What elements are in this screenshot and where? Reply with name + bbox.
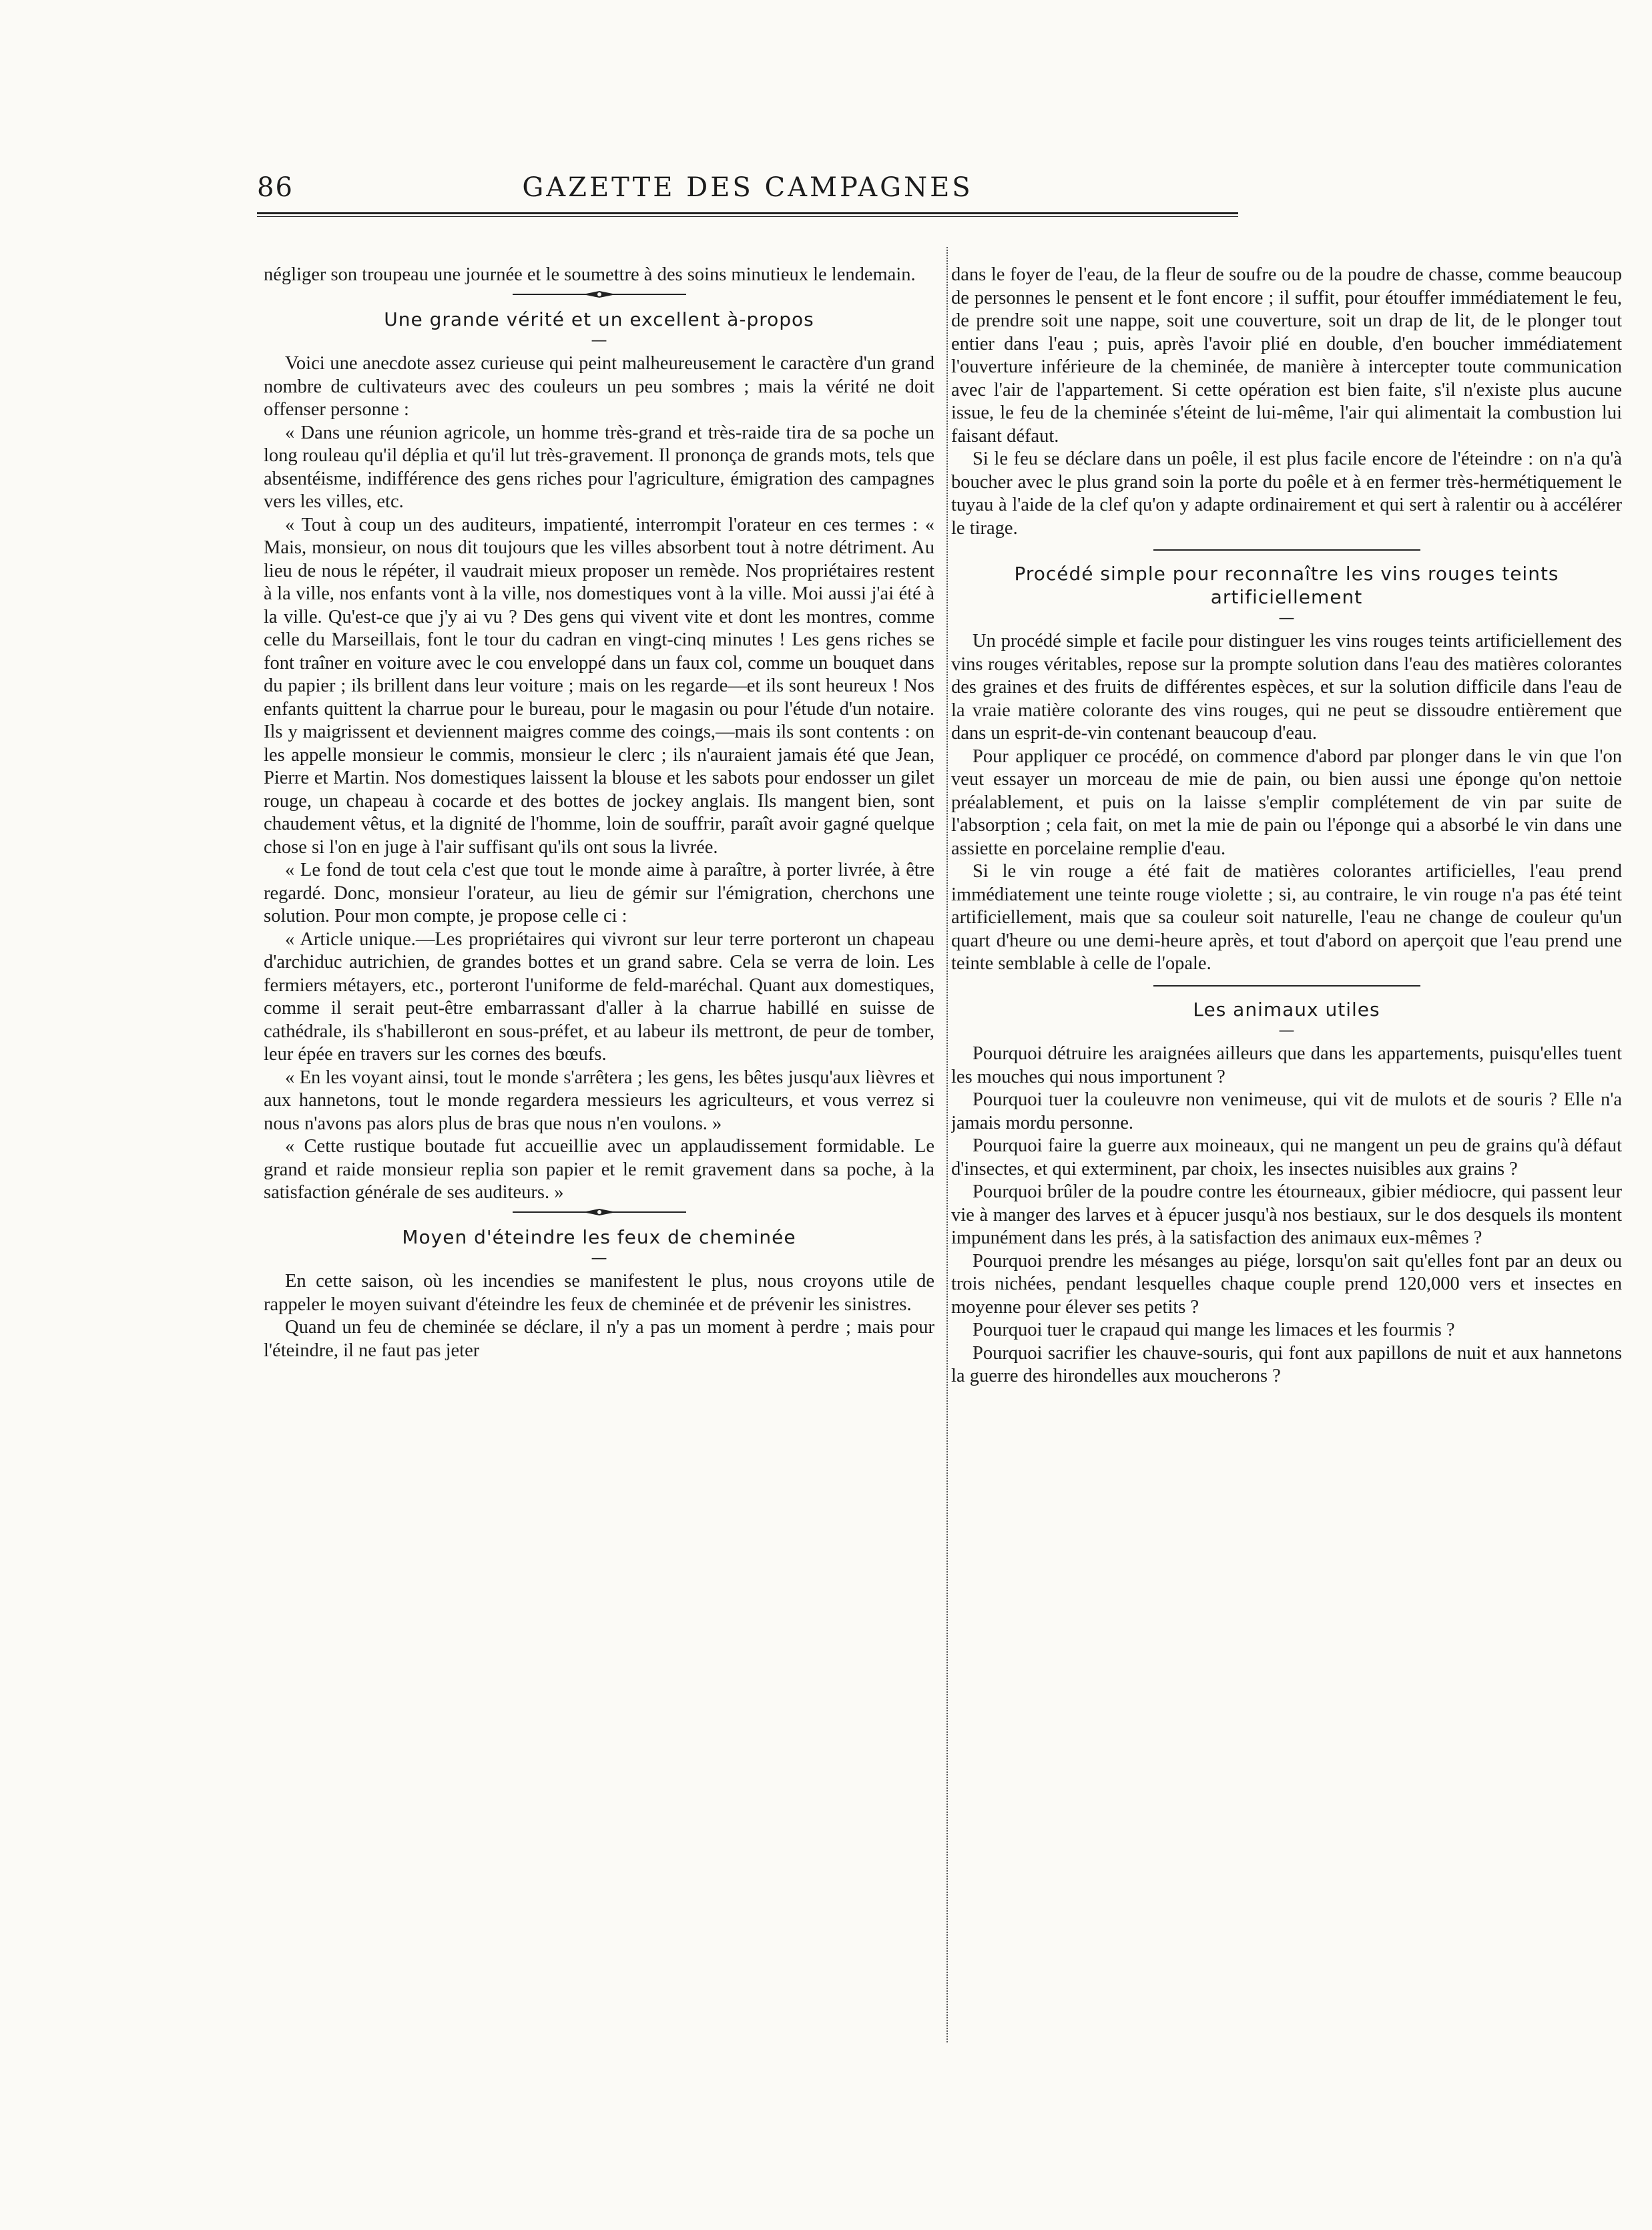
article-paragraph: Pourquoi prendre les mésanges au piége, lorsqu'on sait qu'elles font par an deux ou trois nichées, pendant lesquelles chaque couple prend 120,000 vers et insectes en moyenne pour élever ses petits ? xyxy=(951,1250,1622,1318)
column-divider xyxy=(946,247,948,2042)
article-title-feux-de-cheminee: Moyen d'éteindre les feux de cheminée xyxy=(402,1225,796,1248)
title-dash: — xyxy=(1278,608,1295,627)
article-paragraph: Pourquoi tuer la couleuvre non venimeuse, qui vit de mulots et de souris ? Elle n'a jamais mordu personne. xyxy=(951,1089,1622,1133)
section-rule xyxy=(1153,985,1420,987)
article-title-grande-verite: Une grande vérité et un excellent à-propos xyxy=(384,308,814,330)
article-paragraph: Un procédé simple et facile pour distinguer les vins rouges teints artificiellement des vins rouges véritables, repose sur la prompte solution dans l'eau des matières colorantes des graines et des fruits de différentes espèces, et sur la solution difficile dans l'eau de la vraie matière colorante des vins rouges, qui ne peut se dissoudre entièrement que dans un esprit-de-vin contenant beaucoup d'eau. xyxy=(951,631,1622,744)
article-paragraph: « Dans une réunion agricole, un homme très-grand et très-raide tira de sa poche un long rouleau qu'il déplia et qu'il lut très-gravement. Il prononça de grands mots, tels que absentéisme, indifférence des gens riches pour l'agriculture, émigration des campagnes vers les villes, etc. xyxy=(264,422,934,512)
section-rule xyxy=(1153,549,1420,551)
title-dash: — xyxy=(591,330,607,349)
article-paragraph: « Article unique.—Les propriétaires qui vivront sur leur terre porteront un chapeau d'archiduc autrichien, de grandes bottes et un grand sabre. Cela se verra de loin. Les fermiers métayers, etc., porteront l'uniforme de feld-maréchal. Quant aux domestiques, comme il serait peut-être embarrassant d'aller à la charrue habillé en suisse de cathédrale, ils s'habilleront en sous-préfet, et au labeur ils mettront, de peur de tomber, leur épée en travers sur les cornes des bœufs. xyxy=(264,928,934,1065)
right-column xyxy=(951,264,1622,2039)
article-paragraph: Pourquoi sacrifier les chauve-souris, qui font aux papillons de nuit et aux hannetons la guerre des hirondelles aux moucherons ? xyxy=(951,1342,1622,1386)
article-paragraph: Pourquoi détruire les araignées ailleurs que dans les appartements, puisqu'elles tuent les mouches qui nous importunent ? xyxy=(951,1043,1622,1087)
continuation-paragraph: dans le foyer de l'eau, de la fleur de soufre ou de la poudre de chasse, comme beaucoup de personnes le pensent et le font encore ; il suffit, pour étouffer immédiatement le feu, de prendre soit une nappe, soit une couverture, soit un drap de lit, de le plonger tout entier dans l'eau ; puis, après l'avoir plié en double, d'en boucher immédiatement l'ouverture inférieure de la cheminée, de manière à intercepter toute communication avec l'air de l'appartement. Si cette opération est bien faite, s'il n'existe plus aucune issue, le feu de la cheminée s'éteint de lui-même, l'air qui alimentait la combustion lui faisant défaut. xyxy=(951,264,1622,447)
article-paragraph: En cette saison, où les incendies se manifestent le plus, nous croyons utile de rappeler le moyen suivant d'éteindre les feux de cheminée et de prévenir les sinistres. xyxy=(264,1271,934,1315)
article-paragraph: Voici une anecdote assez curieuse qui peint malheureusement le caractère d'un grand nombre de cultivateurs avec des couleurs un peu sombres ; mais la vérité ne doit offenser personne : xyxy=(264,353,934,420)
header-double-rule xyxy=(257,212,1238,217)
title-dash: — xyxy=(1278,1021,1295,1039)
article-title-vins-rouges: Procédé simple pour reconnaître les vins rouges teints artificiellement xyxy=(1014,563,1559,608)
article-paragraph: Si le vin rouge a été fait de matières colorantes artificielles, l'eau prend immédiatement une teinte rouge violette ; si, au contraire, le vin rouge n'a pas été teint artificiellement, mais que sa couleur soit naturelle, l'eau ne change de couleur qu'un quart d'heure ou une demi-heure après, et tout d'abord on aperçoit que l'eau prend une teinte semblable à celle de l'opale. xyxy=(951,861,1622,974)
title-dash: — xyxy=(591,1248,607,1267)
page-header xyxy=(257,172,1238,212)
article-paragraph: Pourquoi brûler de la poudre contre les étourneaux, gibier médiocre, qui passent leur vie à manger des larves et à épucer jusqu'à nos bestiaux, sur le dos desquels ils montent impunément dans les prés, à la satisfaction des animaux eux-mêmes ? xyxy=(951,1181,1622,1248)
article-paragraph: Pourquoi tuer le crapaud qui mange les limaces et les fourmis ? xyxy=(973,1320,1455,1340)
article-paragraph: « Cette rustique boutade fut accueillie avec un applaudissement formidable. Le grand et raide monsieur replia son papier et le remit gravement dans sa poche, à la satisfaction générale de ses auditeurs. » xyxy=(264,1136,934,1203)
article-paragraph: « En les voyant ainsi, tout le monde s'arrêtera ; les gens, les bêtes jusqu'aux lièvres et aux hannetons, tout le monde regardera messieurs les agriculteurs, et vous verrez si nous n'avons pas alors plus de bras que nous n'en voulons. » xyxy=(264,1067,934,1134)
article-paragraph: « Tout à coup un des auditeurs, impatienté, interrompit l'orateur en ces termes : « Mais, monsieur, on nous dit toujours que les villes absorbent tout à notre détriment. Au lieu de nous le répéter, il vaudrait mieux proposer un remède. Nos propriétaires restent à la ville, nos enfants vont à la ville, nos domestiques vont à la ville. Moi aussi j'ai été à la ville. Qu'est-ce que j'y ai vu ? Des gens qui vivent vite et dont les montres, comme celle du Marseillais, font le tour du cadran en vingt-cinq minutes ! Les gens riches se font traîner en voiture avec le cou enveloppé dans un faux col, comme un bouquet dans du papier ; ils brillent dans leur voiture ; mais on les regarde—et ils sont heureux ! Nos enfants quittent la charrue pour le bureau, pour le magasin ou pour l'étude d'un notaire. Ils y maigrissent et deviennent maigres comme des coings,—mais ils sont contents : on les appelle monsieur le commis, monsieur le clerc ; ils n'auraient jamais été que Jean, Pierre et Martin. Nos domestiques laissent la blouse et les sabots pour endosser un gilet rouge, un chapeau à cocarde et des bottes de jockey anglais. Ils mangent bien, sont chaudement vêtus, et la dignité de l'homme, loin de souffrir, paraît avoir gagné quelque chose si l'on en juge à l'air suffisant qu'ils ont sous la livrée. xyxy=(264,514,934,858)
section-ornament xyxy=(513,290,686,299)
page-number: 86 xyxy=(257,172,294,203)
intro-paragraph: négliger son troupeau une journée et le soumettre à des soins minutieux le lendemain. xyxy=(264,264,916,285)
article-paragraph: Quand un feu de cheminée se déclare, il n'y a pas un moment à perdre ; mais pour l'éteindre, il ne faut pas jeter xyxy=(264,1317,934,1361)
article-paragraph: Pour appliquer ce procédé, on commence d'abord par plonger dans le vin que l'on veut essayer un morceau de mie de pain, ou bien aussi une éponge qu'on nettoie préalablement, et puis on la laisse s'emplir complétement de vin par suite de l'absorption ; cela fait, on met la mie de pain ou l'éponge qui a absorbé le vin dans une assiette en porcelaine remplie d'eau. xyxy=(951,746,1622,859)
section-ornament xyxy=(513,1207,686,1217)
article-title-animaux-utiles: Les animaux utiles xyxy=(1193,998,1380,1021)
left-column xyxy=(264,264,934,2039)
continuation-paragraph: Si le feu se déclare dans un poêle, il est plus facile encore de l'éteindre : on n'a qu'à boucher avec le plus grand soin la porte du poêle et à en fermer très-hermétiquement le tuyau à l'aide de la clef qu'on y adapte ordinairement et qui sert à ralentir ou à accélérer le tirage. xyxy=(951,449,1622,539)
article-paragraph: Pourquoi faire la guerre aux moineaux, qui ne mangent un peu de grains qu'à défaut d'insectes, et qui exterminent, par choix, les insectes nuisibles aux grains ? xyxy=(951,1135,1622,1179)
journal-title: GAZETTE DES CAMPAGNES xyxy=(522,172,973,203)
article-paragraph: « Le fond de tout cela c'est que tout le monde aime à paraître, à porter livrée, à être regardé. Donc, monsieur l'orateur, au lieu de gémir sur l'émigration, cherchons une solution. Pour mon compte, je propose celle ci : xyxy=(264,860,934,926)
